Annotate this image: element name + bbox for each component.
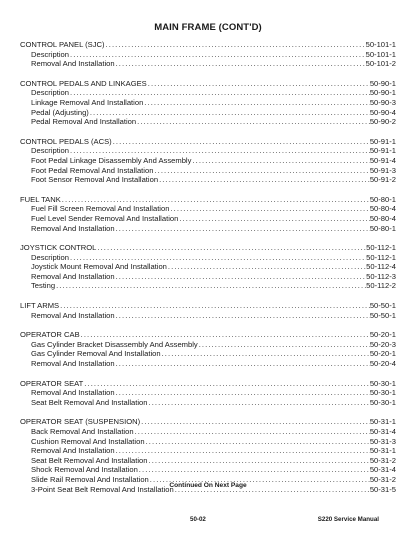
dot-leader: [69, 253, 366, 263]
toc-entry[interactable]: [20, 98, 396, 108]
page-reference: 50-20-4: [369, 359, 396, 369]
toc-entry[interactable]: [20, 59, 396, 69]
toc-entry[interactable]: [20, 156, 396, 166]
page-reference: 50-31-1: [369, 446, 396, 456]
toc-entry[interactable]: [20, 175, 396, 185]
toc-entry[interactable]: [20, 146, 396, 156]
toc-entry[interactable]: [20, 388, 396, 398]
entry-label: Fuel Level Sender Removal And Installation: [31, 213, 179, 223]
page-reference: 50-20-3: [369, 339, 396, 349]
page-reference: 50-112-3: [366, 271, 396, 281]
dot-leader: [80, 330, 370, 340]
toc-entry[interactable]: [20, 88, 396, 98]
page-reference: 50-31-5: [369, 484, 396, 494]
entry-label: Cushion Removal And Installation: [31, 436, 145, 446]
entry-label: Foot Pedal Removal And Installation: [31, 165, 154, 175]
toc-entry[interactable]: [20, 272, 396, 282]
entry-label: Removal And Installation: [31, 388, 115, 398]
dot-leader: [105, 40, 366, 50]
entry-label: Fuel Fill Screen Removal And Installation: [31, 204, 170, 214]
dot-leader: [158, 175, 370, 185]
toc-entry[interactable]: [20, 253, 396, 263]
dot-leader: [115, 359, 370, 369]
section-heading-label: CONTROL PANEL (SJC): [20, 40, 105, 49]
dot-leader: [55, 281, 366, 291]
entry-label: Slide Rail Removal And Installation: [31, 474, 149, 484]
entry-label: Linkage Removal And Installation: [31, 97, 144, 107]
page-reference: 50-112-2: [366, 281, 396, 291]
toc-section: [20, 137, 396, 185]
toc-entry[interactable]: [20, 50, 396, 60]
dot-leader: [143, 98, 370, 108]
page-reference: 50-90-1: [369, 88, 396, 98]
dot-leader: [167, 262, 366, 272]
dot-leader: [147, 79, 370, 89]
toc-entry[interactable]: [20, 398, 396, 408]
section-heading-label: JOYSTICK CONTROL: [20, 243, 97, 253]
page-reference: 50-30-1: [369, 397, 396, 407]
entry-label: Removal And Installation: [31, 223, 115, 233]
page-reference: 50-90-1: [369, 78, 396, 88]
page-reference: 50-20-1: [369, 349, 396, 359]
dot-leader: [96, 243, 366, 253]
entry-label: Back Removal And Installation: [31, 427, 134, 436]
toc-entry[interactable]: [20, 465, 396, 475]
page-reference: 50-112-1: [366, 252, 396, 262]
toc-section-heading[interactable]: [20, 40, 396, 50]
section-heading-label: CONTROL PEDALS AND LINKAGES: [20, 78, 147, 88]
dot-leader: [148, 456, 370, 466]
page-reference: 50-31-2: [369, 455, 396, 465]
section-heading-label: FUEL TANK: [20, 194, 61, 204]
entry-label: Pedal Removal And Installation: [31, 117, 137, 127]
entry-label: Gas Cylinder Removal And Installation: [31, 349, 161, 359]
toc-section: [20, 379, 396, 408]
toc-section-heading[interactable]: [20, 79, 396, 89]
toc-entry[interactable]: [20, 311, 396, 321]
toc-section: [20, 40, 396, 69]
page-reference: 50-80-1: [369, 194, 396, 204]
page-reference: 50-50-1: [369, 310, 396, 320]
page-reference: 50-112-1: [366, 243, 396, 253]
toc-section-heading[interactable]: [20, 417, 396, 427]
toc-entry[interactable]: [20, 349, 396, 359]
entry-label: Removal And Installation: [31, 271, 115, 281]
table-of-contents: [20, 40, 396, 504]
toc-entry[interactable]: [20, 224, 396, 234]
entry-label: 3-Point Seat Belt Removal And Installation: [31, 484, 174, 494]
page-reference: 50-31-4: [369, 465, 396, 475]
page-reference: 50-30-1: [369, 378, 396, 388]
entry-label: Foot Pedal Linkage Disassembly And Assembly: [31, 155, 192, 165]
toc-section-heading[interactable]: [20, 137, 396, 147]
toc-entry[interactable]: [20, 340, 396, 350]
section-heading-label: CONTROL PEDALS (ACS): [20, 136, 112, 146]
toc-section-heading[interactable]: [20, 195, 396, 205]
entry-label: Description: [31, 88, 69, 98]
toc-section: [20, 243, 396, 291]
dot-leader: [136, 117, 370, 127]
toc-entry[interactable]: [20, 437, 396, 447]
section-heading-label: OPERATOR SEAT (SUSPENSION): [20, 417, 141, 427]
dot-leader: [138, 465, 370, 475]
toc-entry[interactable]: [20, 446, 396, 456]
dot-leader: [115, 272, 367, 282]
page-reference: 50-31-3: [369, 436, 396, 446]
dot-leader: [83, 379, 370, 389]
page-reference: 50-30-1: [369, 388, 396, 398]
dot-leader: [69, 146, 370, 156]
page-reference: 50-20-1: [369, 330, 396, 340]
entry-label: Joystick Mount Removal And Installation: [31, 262, 167, 272]
dot-leader: [145, 437, 370, 447]
page-reference: 50-112-4: [366, 262, 396, 272]
toc-entry[interactable]: [20, 166, 396, 176]
section-heading-label: OPERATOR SEAT: [20, 378, 84, 388]
continued-note: Continued On Next Page: [169, 482, 247, 489]
page-reference: 50-90-4: [369, 107, 396, 117]
page-title: MAIN FRAME (CONT'D): [154, 22, 262, 33]
toc-entry[interactable]: [20, 117, 396, 127]
toc-section-heading[interactable]: [20, 330, 396, 340]
dot-leader: [112, 137, 370, 147]
dot-leader: [115, 224, 370, 234]
page-reference: 50-80-4: [369, 213, 396, 223]
toc-section: [20, 330, 396, 368]
page-reference: 50-31-2: [369, 474, 396, 484]
toc-section-heading[interactable]: [20, 243, 396, 253]
page-reference: 50-91-2: [369, 175, 396, 185]
page-reference: 50-91-3: [369, 165, 396, 175]
toc-section-heading[interactable]: [20, 379, 396, 389]
dot-leader: [59, 301, 370, 311]
toc-entry[interactable]: [20, 281, 396, 291]
toc-section-heading[interactable]: [20, 301, 396, 311]
entry-label: Removal And Installation: [31, 59, 115, 69]
dot-leader: [148, 398, 370, 408]
dot-leader: [69, 88, 370, 98]
page-reference: 50-101-1: [365, 40, 396, 49]
dot-leader: [61, 195, 370, 205]
section-heading-label: LIFT ARMS: [20, 301, 60, 311]
page-reference: 50-50-1: [369, 301, 396, 311]
entry-label: Description: [31, 252, 69, 262]
entry-label: Foot Sensor Removal And Installation: [31, 175, 159, 185]
entry-label: Pedal (Adjusting): [31, 107, 89, 117]
entry-label: Removal And Installation: [31, 359, 115, 369]
dot-leader: [161, 349, 370, 359]
page-reference: 50-91-1: [369, 136, 396, 146]
page-reference: 50-90-2: [369, 117, 396, 127]
dot-leader: [115, 59, 366, 69]
entry-label: Seat Belt Removal And Installation: [31, 455, 148, 465]
dot-leader: [89, 108, 370, 118]
section-heading-label: OPERATOR CAB: [20, 330, 80, 340]
footer-page-number: 50-02: [190, 516, 206, 523]
toc-entry[interactable]: [20, 108, 396, 118]
page-reference: 50-91-4: [369, 155, 396, 165]
toc-entry[interactable]: [20, 359, 396, 369]
page-reference: 50-80-1: [369, 223, 396, 233]
dot-leader: [69, 50, 366, 60]
toc-entry[interactable]: [20, 427, 396, 437]
dot-leader: [115, 388, 370, 398]
toc-section: [20, 79, 396, 127]
entry-label: Shock Removal And Installation: [31, 465, 138, 475]
toc-entry[interactable]: [20, 214, 396, 224]
toc-entry[interactable]: [20, 262, 396, 272]
dot-leader: [153, 166, 369, 176]
entry-label: Seat Belt Removal And Installation: [31, 397, 148, 407]
entry-label: Gas Cylinder Bracket Disassembly And Assembly: [31, 339, 198, 349]
page-reference: 50-101-2: [365, 59, 396, 69]
entry-label: Removal And Installation: [31, 446, 115, 456]
toc-section: [20, 195, 396, 233]
dot-leader: [115, 311, 370, 321]
toc-section: [20, 301, 396, 320]
dot-leader: [115, 446, 370, 456]
entry-label: Description: [31, 49, 69, 59]
dot-leader: [191, 156, 369, 166]
footer-manual-title: S220 Service Manual: [317, 516, 379, 523]
dot-leader: [140, 417, 370, 427]
dot-leader: [169, 204, 369, 214]
dot-leader: [134, 427, 370, 437]
page-reference: 50-91-1: [369, 146, 396, 156]
page-reference: 50-101-1: [365, 49, 396, 59]
toc-entry[interactable]: [20, 204, 396, 214]
page-reference: 50-31-1: [369, 417, 396, 427]
page-reference: 50-80-4: [369, 204, 396, 214]
dot-leader: [198, 340, 370, 350]
entry-label: Description: [31, 146, 69, 156]
toc-entry[interactable]: [20, 456, 396, 466]
page-reference: 50-90-3: [369, 97, 396, 107]
page-reference: 50-31-4: [369, 427, 396, 436]
dot-leader: [178, 214, 369, 224]
entry-label: Testing: [31, 281, 56, 291]
entry-label: Removal And Installation: [31, 310, 115, 320]
